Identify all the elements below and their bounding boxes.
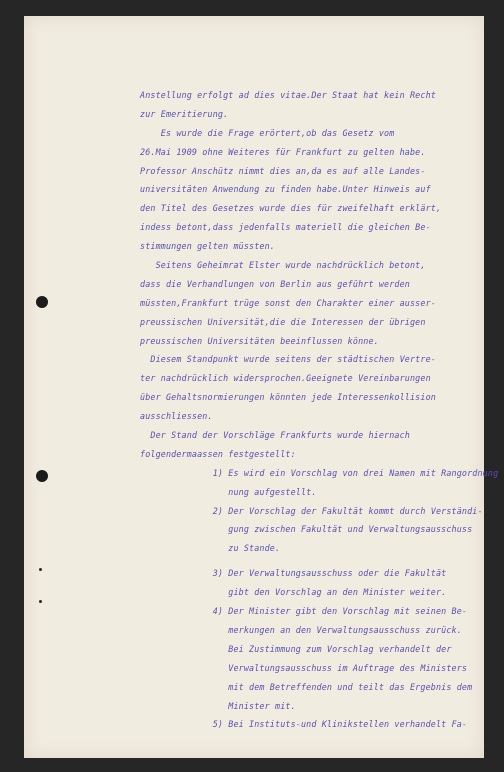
text-line: Der Stand der Vorschläge Frankfurts wurde hiernach [140, 430, 410, 441]
text-line: ausschliessen. [140, 411, 213, 422]
text-line: den Titel des Gesetzes wurde dies für zweifelhaft erklärt, [140, 203, 442, 214]
text-line: indess betont,dass jedenfalls materiell die gleichen Be- [140, 222, 431, 233]
list-item-4-cont: mit dem Betreffenden und teilt das Ergebnis dem [140, 681, 473, 692]
text-line: preussischen Universität,die die Interessen der übrigen [140, 316, 426, 327]
list-item-1: 1) Es wird ein Vorschlag von drei Namen mit Rangordnung [140, 467, 499, 478]
list-item-2: 2) Der Vorschlag der Fakultät kommt durch Verständi- [140, 505, 483, 516]
margin-dot [39, 600, 42, 603]
list-item-3-cont: gibt den Vorschlag an den Minister weiter. [140, 587, 447, 598]
punch-hole-top [36, 296, 48, 308]
text-line: 26.Mai 1909 ohne Weiteres für Frankfurt zu gelten habe. [140, 146, 426, 157]
document-page [24, 16, 499, 758]
text-line: zur Emeritierung. [140, 108, 229, 119]
list-item-4: 4) Der Minister gibt den Vorschlag mit seinen Be- [140, 606, 468, 617]
text-line: folgendermaassen festgestellt: [140, 448, 296, 459]
text-line: Anstellung erfolgt ad dies vitae.Der Staat hat kein Recht [140, 90, 436, 100]
punch-hole-bottom [36, 470, 48, 482]
text-line: ter nachdrücklich widersprochen.Geeignete Vereinbarungen [140, 373, 431, 384]
list-item-1-cont: nung aufgestellt. [140, 486, 317, 497]
text-line: stimmungen gelten müssten. [140, 241, 275, 252]
text-line: dass die Verhandlungen von Berlin aus geführt werden [140, 278, 410, 289]
typed-text-body [140, 86, 499, 734]
text-line: über Gehaltsnormierungen könnten jede Interessenkollision [140, 392, 436, 403]
list-item-2-cont: zu Stande. [140, 543, 281, 554]
list-item-4-cont: merkungen an den Verwaltungsausschuss zurück. [140, 624, 462, 635]
text-line: universitäten Anwendung zu finden habe.Unter Hinweis auf [140, 184, 431, 195]
list-item-5: 5) Bei Instituts-und Klinikstellen verhandelt Fa- [140, 719, 468, 730]
text-line: preussischen Universitäten beeinflussen könne. [140, 335, 379, 346]
text-line: Es wurde die Frage erörtert,ob das Gesetz vom [140, 127, 395, 138]
list-item-4-cont: Minister mit. [140, 700, 296, 711]
text-line: müssten,Frankfurt trüge sonst den Charakter einer ausser- [140, 297, 436, 308]
list-item-4-cont: Verwaltungsausschuss im Auftrage des Ministers [140, 662, 468, 673]
margin-dot [39, 568, 42, 571]
list-item-4-cont: Bei Zustimmung zum Vorschlag verhandelt der [140, 643, 452, 654]
list-item-2-cont: gung zwischen Fakultät und Verwaltungsausschuss [140, 524, 473, 535]
text-line: Professor Anschütz nimmt dies an,da es auf alle Landes- [140, 165, 426, 176]
text-line: Diesem Standpunkt wurde seitens der städtischen Vertre- [140, 354, 436, 365]
list-item-3: 3) Der Verwaltungsausschuss oder die Fakultät [140, 568, 447, 579]
text-line: Seitens Geheimrat Elster wurde nachdrücklich betont, [140, 260, 426, 271]
